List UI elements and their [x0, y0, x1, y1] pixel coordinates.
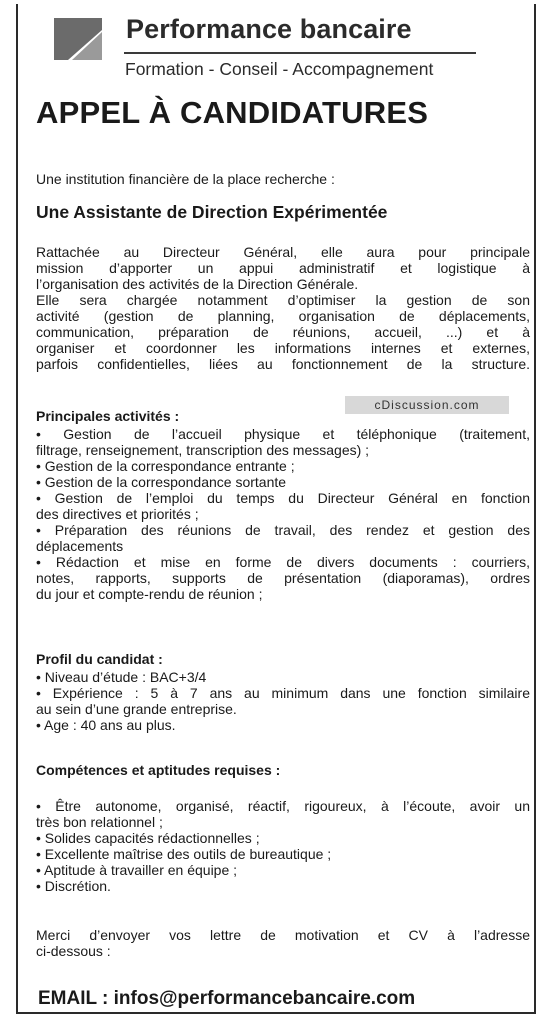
list-item: déplacements [36, 538, 124, 554]
list-item: filtrage, renseignement, transcription des messages) ; [36, 442, 370, 458]
contact-email: EMAIL : infos@performancebancaire.com [38, 988, 416, 1009]
description-line: Elle sera chargée notamment d’optimiser la gestion de son [36, 292, 530, 308]
watermark: cDiscussion.com [345, 396, 509, 414]
brand-name: Performance bancaire [126, 14, 412, 44]
description-line: communication, préparation de réunions, accueil, ...) et à [36, 324, 530, 340]
list-item: • Préparation des réunions de travail, des rendez et gestion des [36, 522, 530, 538]
brand-logo-icon [54, 18, 102, 60]
list-item: • Aptitude à travailler en équipe ; [36, 862, 238, 878]
list-item: • Expérience : 5 à 7 ans au minimum dans une fonction similaire [36, 685, 530, 701]
list-item: • Rédaction et mise en forme de divers documents : courriers, [36, 554, 530, 570]
brand-header [38, 12, 498, 80]
list-item: • Être autonome, organisé, réactif, rigoureux, à l’écoute, avoir un [36, 798, 530, 814]
list-item: au sein d’une grande entreprise. [36, 701, 237, 717]
activities-list [36, 426, 530, 602]
list-item: • Niveau d’étude : BAC+3/4 [36, 669, 207, 685]
brand-tagline: Formation - Conseil - Accompagnement [125, 59, 434, 79]
list-item: très bon relationnel ; [36, 814, 163, 830]
list-item: du jour et compte-rendu de réunion ; [36, 586, 263, 602]
page-title: APPEL À CANDIDATURES [36, 95, 429, 130]
list-item: • Discrétion. [36, 878, 111, 894]
list-item: • Gestion de la correspondance sortante [36, 474, 287, 490]
closing-paragraph [36, 927, 530, 959]
intro-text: Une institution financière de la place recherche : [36, 171, 335, 187]
description-line: organiser et coordonner les informations internes et externes, [36, 340, 530, 356]
description-line: l’organisation des activités de la Direction Générale. [36, 276, 359, 292]
profile-list [36, 669, 530, 733]
list-item: • Gestion de l’emploi du temps du Directeur Général en fonction [36, 490, 530, 506]
activities-title: Principales activités : [36, 408, 180, 424]
brand-divider [124, 52, 476, 54]
description-line: parfois confidentielles, liées au fonctionnement de la structure. [36, 356, 530, 372]
closing-line: ci-dessous : [36, 943, 111, 959]
list-item: • Gestion de la correspondance entrante ; [36, 458, 295, 474]
list-item: • Excellente maîtrise des outils de bureautique ; [36, 846, 332, 862]
list-item: • Age : 40 ans au plus. [36, 717, 176, 733]
profile-title: Profil du candidat : [36, 651, 163, 667]
position-title: Une Assistante de Direction Expérimentée [36, 202, 388, 222]
closing-line: Merci d’envoyer vos lettre de motivation et CV à l’adresse [36, 927, 530, 943]
list-item: • Solides capacités rédactionnelles ; [36, 830, 260, 846]
description-paragraph [36, 244, 530, 372]
description-line: Rattachée au Directeur Général, elle aura pour principale [36, 244, 530, 260]
list-item: des directives et priorités ; [36, 506, 199, 522]
list-item: notes, rapports, supports de présentation (diaporamas), ordres [36, 570, 530, 586]
list-item: • Gestion de l’accueil physique et téléphonique (traitement, [36, 426, 530, 442]
skills-list [36, 798, 530, 894]
description-line: mission d’apporter un appui administratif et logistique à [36, 260, 530, 276]
description-line: activité (gestion de planning, organisation de déplacements, [36, 308, 530, 324]
skills-title: Compétences et aptitudes requises : [36, 762, 281, 778]
